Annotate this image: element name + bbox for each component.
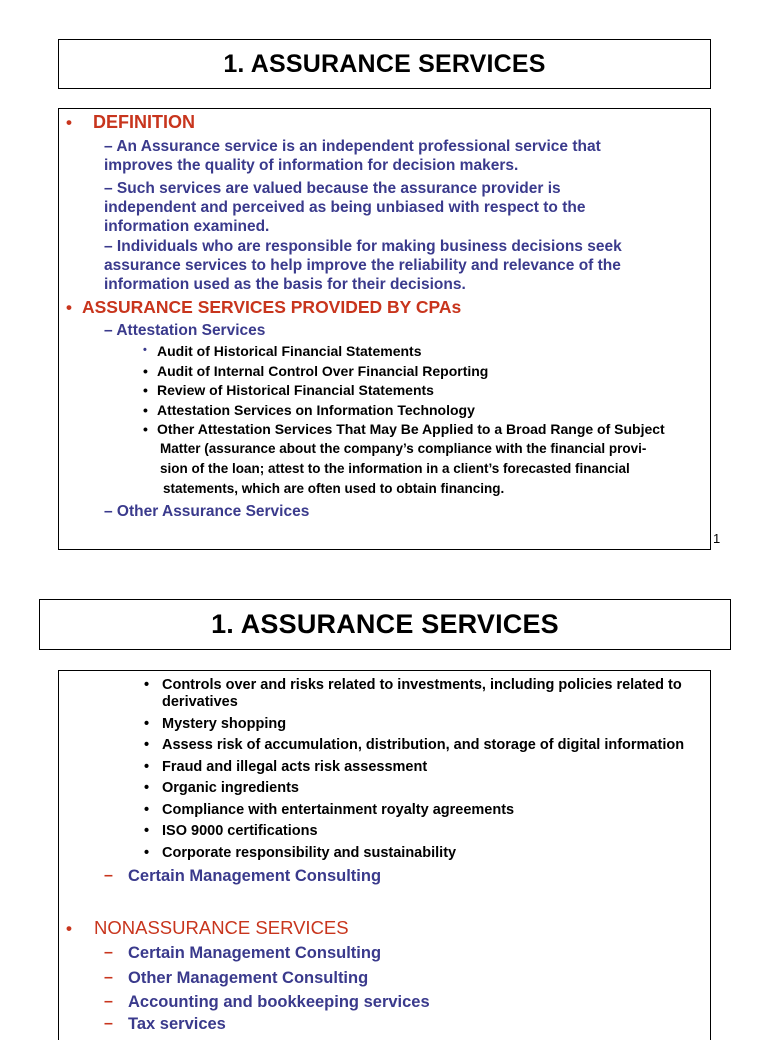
certain-mc-dash: – [104, 867, 113, 884]
attestation-bullet: • [143, 363, 148, 379]
slide2-bullet: • [144, 780, 150, 796]
definition-paragraph-2 [104, 179, 585, 236]
attestation-item: Attestation Services on Information Technology [157, 402, 475, 418]
other-assurance-heading: – Other Assurance Services [104, 503, 310, 520]
slide2-bullet: • [144, 802, 150, 818]
slide2-item: ISO 9000 certifications [162, 823, 318, 839]
nonassurance-heading: NONASSURANCE SERVICES [94, 917, 349, 938]
attestation-bullet: • [143, 382, 148, 398]
nonassurance-dash: – [104, 944, 113, 961]
nonassurance-dash: – [104, 969, 113, 986]
slide2-item-continuation: derivatives [162, 694, 238, 710]
definition-paragraph-3-line: assurance services to help improve the reliability and relevance of the [104, 257, 621, 274]
slide2-item: Compliance with entertainment royalty agreements [162, 802, 515, 818]
attestation-bullet: • [143, 421, 148, 437]
slide2-title-box [39, 599, 731, 650]
attestation-item: Review of Historical Financial Statements [157, 382, 434, 398]
attestation-continuation-line: statements, which are often used to obtain financing. [163, 481, 505, 496]
slide2-title: 1. ASSURANCE SERVICES [211, 609, 559, 639]
attestation-continuation-line: sion of the loan; attest to the information in a client’s forecasted financial [160, 461, 630, 476]
provided-bullet: • [66, 298, 72, 317]
definition-bullet: • [66, 113, 72, 132]
slide2-bullet: • [144, 759, 150, 775]
slide2-item: Assess risk of accumulation, distribution, and storage of digital information [162, 737, 685, 753]
definition-paragraph-3-line: – Individuals who are responsible for making business decisions seek [104, 238, 622, 255]
nonassurance-item: Accounting and bookkeeping services [128, 993, 430, 1011]
definition-paragraph-3-line: information used as the basis for their decisions. [104, 276, 466, 293]
definition-paragraph-1 [104, 137, 601, 175]
slide2-item: Organic ingredients [162, 780, 299, 796]
definition-paragraph-2-line: independent and perceived as being unbiased with respect to the [104, 199, 586, 216]
provided-heading: ASSURANCE SERVICES PROVIDED BY CPAs [82, 297, 462, 317]
slide2-bullet: • [144, 737, 150, 753]
nonassurance-item: Other Management Consulting [128, 969, 369, 987]
slide2-bullet: • [144, 823, 150, 839]
nonassurance-bullet: • [66, 919, 72, 938]
slide2-item: Fraud and illegal acts risk assessment [162, 759, 428, 775]
attestation-item: Audit of Internal Control Over Financial Reporting [157, 363, 489, 379]
attestation-item: Audit of Historical Financial Statements [157, 343, 422, 359]
certain-mc-heading: Certain Management Consulting [128, 867, 382, 885]
attestation-bullet: • [143, 344, 147, 356]
slide2-item: Mystery shopping [162, 716, 287, 732]
slide2-bullet: • [144, 716, 150, 732]
nonassurance-item: Certain Management Consulting [128, 944, 382, 962]
slide2-bullet: • [144, 845, 150, 861]
attestation-heading: – Attestation Services [104, 322, 266, 339]
definition-paragraph-2-line: information examined. [104, 218, 270, 235]
slide2-bullet: • [144, 677, 150, 693]
slide2-item: Corporate responsibility and sustainability [162, 845, 457, 861]
attestation-item: Other Attestation Services That May Be Applied to a Broad Range of Subject [157, 421, 665, 437]
page-number: 1 [713, 531, 721, 546]
nonassurance-item: Tax services [128, 1015, 226, 1033]
nonassurance-dash: – [104, 993, 113, 1010]
attestation-continuation-line: Matter (assurance about the company’s compliance with the financial provi- [160, 441, 647, 456]
definition-paragraph-2-line: – Such services are valued because the assurance provider is [104, 180, 561, 197]
attestation-bullet: • [143, 402, 148, 418]
slide2-item: Controls over and risks related to investments, including policies related to [162, 677, 682, 693]
nonassurance-dash: – [104, 1015, 113, 1032]
definition-paragraph-1-line: improves the quality of information for decision makers. [104, 157, 519, 174]
definition-paragraph-3 [104, 237, 622, 294]
definition-paragraph-1-line: – An Assurance service is an independent professional service that [104, 138, 601, 155]
slide1-title: 1. ASSURANCE SERVICES [223, 49, 546, 78]
definition-heading: DEFINITION [93, 112, 195, 132]
slide1-title-box [58, 39, 711, 89]
